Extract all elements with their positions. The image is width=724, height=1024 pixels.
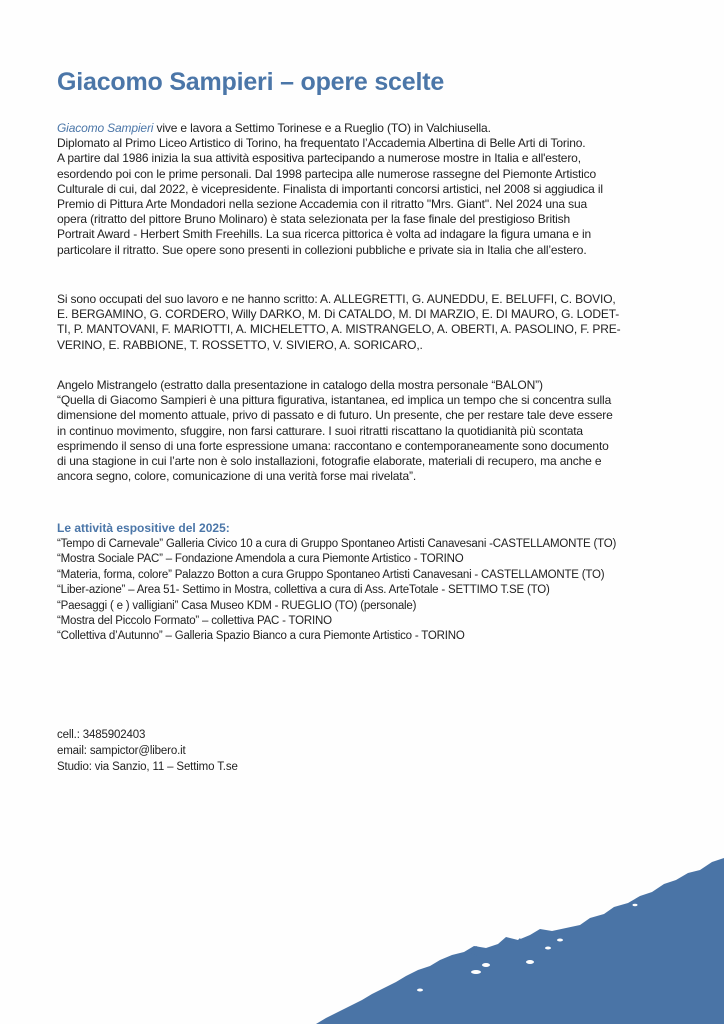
artist-name: Giacomo Sampieri [57,121,154,135]
critics-paragraph [57,292,669,353]
critics-line: Si sono occupati del suo lavoro e ne hanno scritto: A. ALLEGRETTI, G. AUNEDDU, E. BELUFFI, C. BOVIO, [57,292,616,306]
critic-quote [57,378,669,484]
contact-info [57,727,669,775]
bio-line: Portrait Award - Herbert Smith Freehills. La sua ricerca pittorica è volta ad indagare la figura umana e in [57,227,591,242]
quote-line: esprimendo il senso di una forte espressione umana: raccontano e contemporaneamente sono documento [57,438,609,453]
bio-line: esordendo poi con le prime personali. Dal 1998 partecipa alle numerose rassegne del Piemonte Artistico [57,166,597,181]
critics-line: E. BERGAMINO, G. CORDERO, Willy DARKO, M. Di CATALDO, M. DI MARZIO, E. DI MAURO, G. LODET- [57,307,620,322]
bio-line: Premio di Pittura Arte Mondadori nella sezione Accademia con il ritratto "Mrs. Giant". Nel 2024 una sua [57,197,588,212]
page-title: Giacomo Sampieri – opere scelte [57,68,445,96]
exhibition-item: “Mostra Sociale PAC” – Fondazione Amendola a cura Piemonte Artistico - TORINO [57,553,464,566]
phone-number: cell.: 3485902403 [57,729,146,741]
exhibition-item: “Paesaggi ( e ) valligiani” Casa Museo KDM - RUEGLIO (TO) (personale) [57,599,417,612]
quote-line: “Quella di Giacomo Sampieri è una pittura figurativa, istantanea, ed implica un tempo che si concentra sulla [57,393,612,408]
quote-line: dimensione del momento attuale, privo di passato e di futuro. Un presente, che per restare tale deve essere [57,408,613,423]
exhibition-item: “Materia, forma, colore” Palazzo Botton a cura Gruppo Spontaneo Artisti Canavesani - CASTELLAMONTE (TO) [57,568,605,581]
bio-line: particolare il ritratto. Sue opere sono presenti in collezioni pubbliche e private sia in Italia che all’estero. [57,242,587,257]
bio-first-line: Giacomo Sampieri vive e lavora a Settimo Torinese e a Rueglio (TO) in Valchiusella. [57,121,491,135]
exhibitions-list [57,537,669,645]
email-address[interactable]: email: sampictor@libero.it [57,745,186,757]
bio-line: Culturale di cui, dal 2022, è vicepresidente. Finalista di importanti concorsi artistici, nel 2008 si aggiudica il [57,181,603,196]
exhibition-item: “Mostra del Piccolo Formato” – collettiva PAC - TORINO [57,615,332,628]
exhibition-item: “Collettiva d’Autunno” – Galleria Spazio Bianco a cura Piemonte Artistico - TORINO [57,630,465,643]
quote-line: di una stagione in cui l’arte non è solo installazioni, fotografie elaborate, materiali di recupero, ma anche e [57,454,602,469]
critics-line: TI, P. MANTOVANI, F. MARIOTTI, A. MICHELETTO, A. MISTRANGELO, A. OBERTI, A. PASOLINO, F. PRE- [57,322,621,337]
bio-line: Diplomato al Primo Liceo Artistico di Torino, ha frequentato l’Accademia Albertina di Belle Arti di Torino. [57,136,586,151]
bio-line: opera (ritratto del pittore Bruno Molinaro) è stata selezionata per la fase finale del prestigioso British [57,212,571,227]
critics-line: VERINO, E. RABBIONE, T. ROSSETTO, V. SIVIERO, A. SORICARO,. [57,337,423,352]
exhibition-item: “Tempo di Carnevale” Galleria Civico 10 a cura di Gruppo Spontaneo Artisti Canavesani -CASTELLAMONTE (TO) [57,538,617,550]
exhibition-item: “Liber-azione” – Area 51- Settimo in Mostra, collettiva a cura di Ass. ArteTotale - SETTIMO T.SE (TO) [57,584,550,597]
exhibitions-heading: Le attività espositive del 2025: [57,521,230,535]
quote-line: in continuo movimento, sfuggire, non farsi catturare. I suoi ritratti riscattano la quotidianità più scontata [57,423,583,438]
bio-line: A partire dal 1986 inizia la sua attività espositiva partecipando a numerose mostre in Italia e all'estero, [57,151,581,166]
biography-paragraph [57,121,669,258]
quote-line: ancora segno, colore, comunicazione di una verità forse mai rivelata”. [57,469,417,484]
studio-address: Studio: via Sanzio, 11 – Settimo T.se [57,761,238,773]
quote-attribution: Angelo Mistrangelo (estratto dalla presentazione in catalogo della mostra personale “BALON”) [57,378,543,392]
